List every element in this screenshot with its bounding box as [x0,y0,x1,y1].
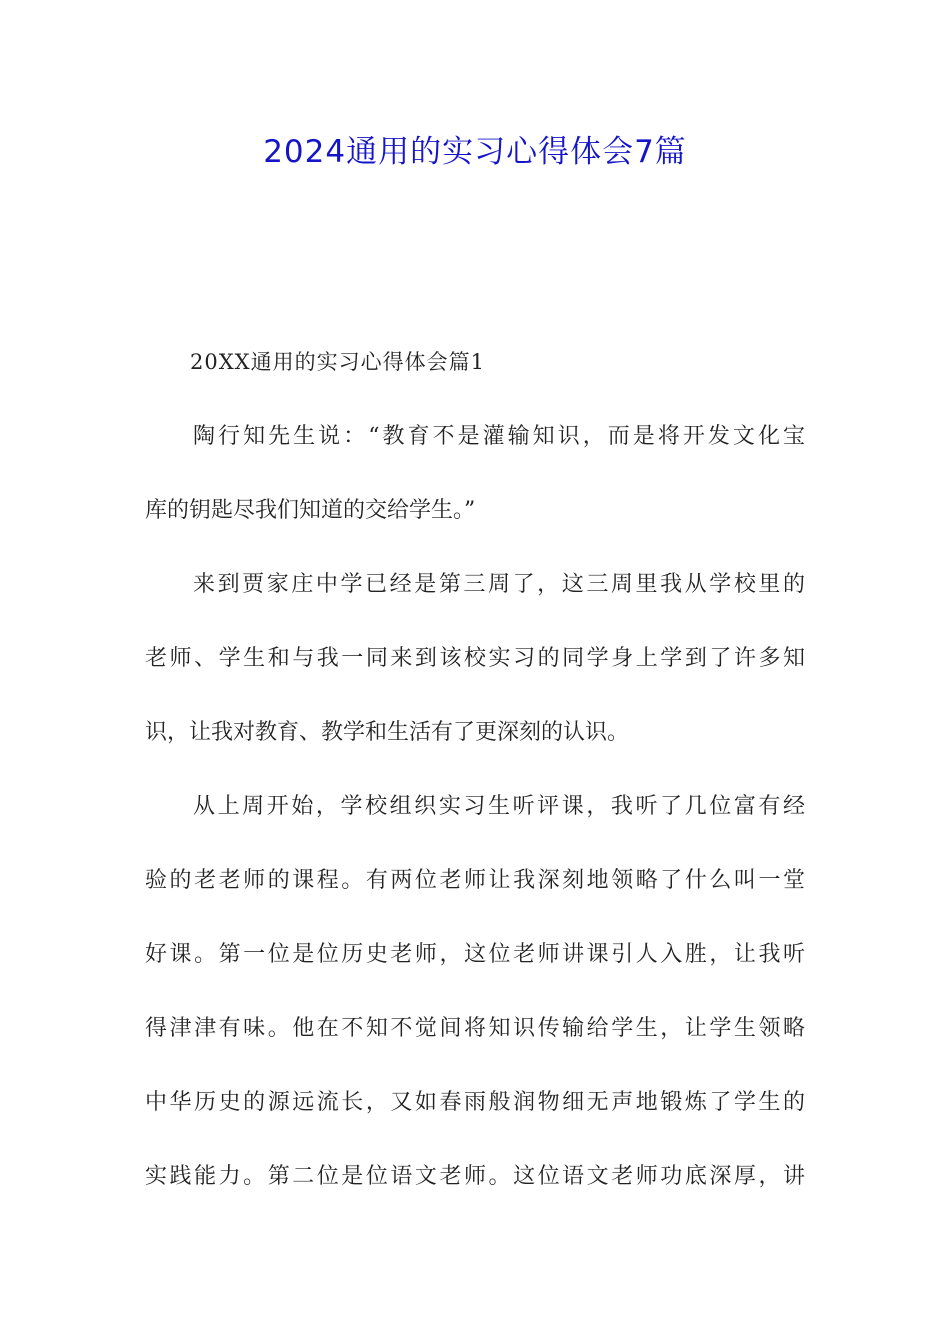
paragraph-line: 来到贾家庄中学已经是第三周了，这三周里我从学校里的 [193,572,805,597]
paragraph-line: 中华历史的源远流长，又如春雨般润物细无声地锻炼了学生的 [145,1090,805,1115]
paragraph-line: 得津津有味。他在不知不觉间将知识传输给学生，让学生领略 [145,1016,805,1041]
paragraph-line: 库的钥匙尽我们知道的交给学生。” [145,498,476,523]
paragraph-line: 实践能力。第二位是位语文老师。这位语文老师功底深厚，讲 [145,1164,805,1189]
section-heading: 20XX通用的实习心得体会篇1 [190,350,485,374]
paragraph-line: 验的老老师的课程。有两位老师让我深刻地领略了什么叫一堂 [145,868,805,893]
document-title: 2024通用的实习心得体会7篇 [263,134,687,170]
paragraph-line: 从上周开始，学校组织实习生听评课，我听了几位富有经 [193,794,805,819]
paragraph-line: 陶行知先生说：“教育不是灌输知识，而是将开发文化宝 [193,424,805,449]
paragraph-line: 老师、学生和与我一同来到该校实习的同学身上学到了许多知 [145,646,805,671]
paragraph-line: 识，让我对教育、教学和生活有了更深刻的认识。 [145,720,630,745]
paragraph-line: 好课。第一位是位历史老师，这位老师讲课引人入胜，让我听 [145,942,805,967]
